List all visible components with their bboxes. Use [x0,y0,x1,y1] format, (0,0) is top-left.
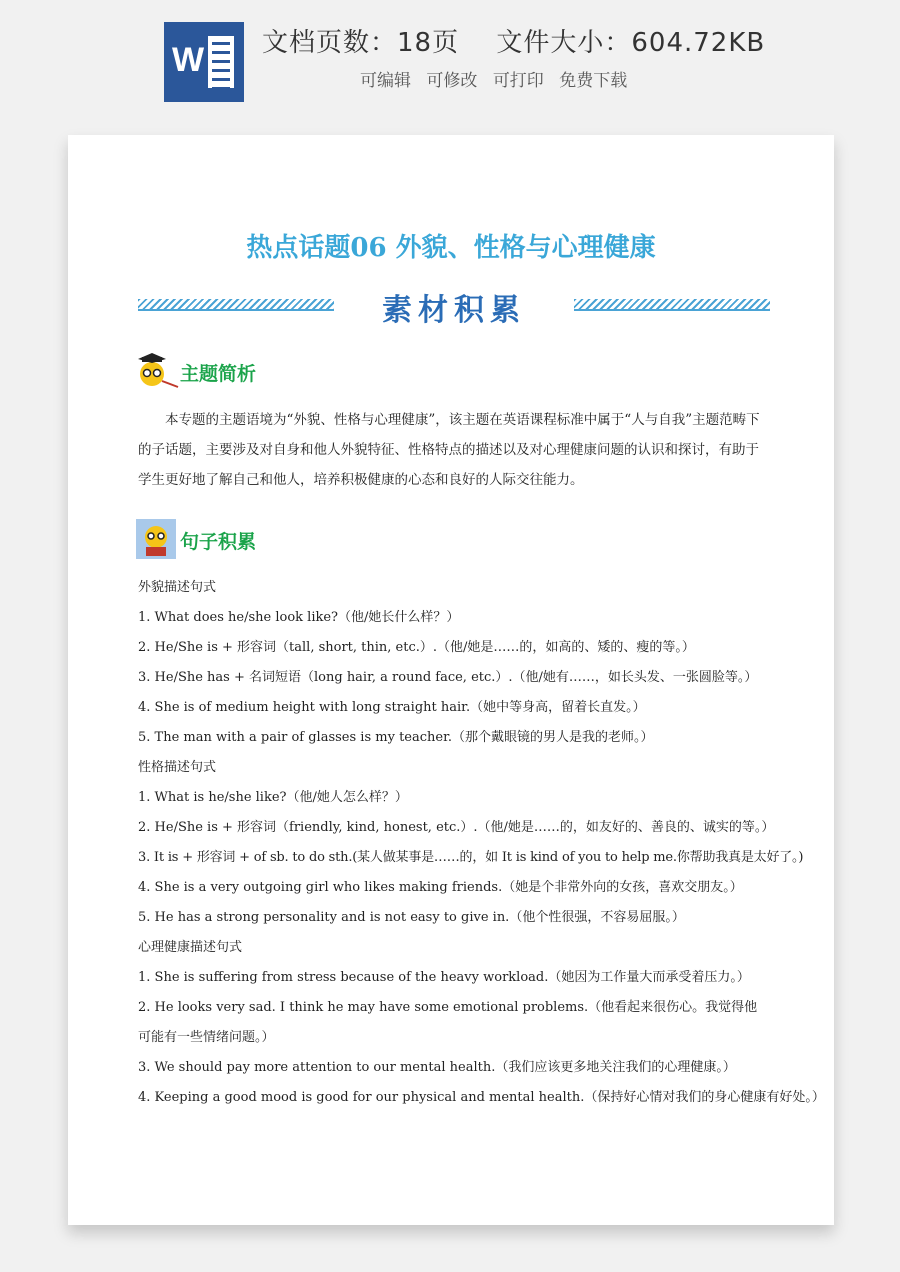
subheading-mental-health: 心理健康描述句式 [138,940,243,955]
sentence-line: 4. She is of medium height with long straight hair.（她中等身高，留着长直发。） [138,700,646,715]
sentence-line: 2. He/She is + 形容词（friendly, kind, honest, etc.）.（他/她是……的，如友好的、善良的、诚实的等。） [138,820,775,835]
feature-modifiable: 可修改 [426,71,478,91]
file-size: 文件大小：604.72KB [496,28,766,58]
section-title-analysis: 主题简析 [180,363,257,385]
page-count: 文档页数：18页 [262,28,460,58]
sentence-line: 4. She is a very outgoing girl who likes making friends.（她是个非常外向的女孩，喜欢交朋友。） [138,880,743,895]
sentence-line: 5. He has a strong personality and is not easy to give in.（他个性很强，不容易屈服。） [138,910,685,925]
section-title-sentences: 句子积累 [180,531,257,553]
feature-list [360,66,637,91]
sentence-line: 3. It is + 形容词 + of sb. to do sth.(某人做某事是……的，如 It is kind of you to help me.你帮助我真是太好了。) [138,850,804,865]
subheading-personality: 性格描述句式 [138,760,217,775]
sentence-line: 5. The man with a pair of glasses is my teacher.（那个戴眼镜的男人是我的老师。） [138,730,654,745]
feature-editable: 可编辑 [360,71,411,91]
download-header [0,0,900,130]
sentence-line: 1. What does he/she look like?（他/她长什么样？） [138,610,460,625]
scholar-mascot-icon [136,351,180,391]
word-icon-letter: W [172,41,205,79]
sentence-line: 3. He/She has + 名词短语（long hair, a round face, etc.）.（他/她有……，如长头发、一张圆脸等。） [138,670,758,685]
sentence-line: 1. She is suffering from stress because of the heavy workload.（她因为工作量大而承受着压力。） [138,970,750,985]
banner-title: 素材积累 [382,293,526,328]
sentence-line: 4. Keeping a good mood is good for our physical and mental health.（保持好心情对我们的身心健康有好处。） [138,1090,825,1105]
sentence-line: 2. He/She is + 形容词（tall, short, thin, etc.）.（他/她是……的，如高的、矮的、瘦的等。） [138,640,695,655]
intro-paragraph: 本专题的主题语境为“外貌、性格与心理健康”，该主题在英语课程标准中属于“人与自我”主题范畴下的子话题，主要涉及对自身和他人外貌特征、性格特点的描述以及对心理健康问题的认识和探讨，有助于学生更好地了解自己和他人，培养积极健康的心态和良好的人际交往能力。 [138,412,760,488]
section-banner [138,285,770,331]
word-document-icon [164,22,244,102]
word-icon-lines [208,36,234,88]
sentence-line: 2. He looks very sad. I think he may have some emotional problems.（他看起来很伤心。我觉得他可能有一些情绪问题。） [138,1000,758,1045]
subheading-appearance: 外貌描述句式 [138,580,217,595]
feature-free-download: 免费下载 [559,71,628,91]
book-mascot-icon [136,519,180,559]
file-info [262,22,793,59]
sentence-line: 1. What is he/she like?（他/她人怎么样？） [138,790,408,805]
sentence-list [138,573,825,1113]
document-page [68,135,834,1225]
feature-printable: 可打印 [492,71,544,91]
document-title: 热点话题06 外貌、性格与心理健康 [246,233,656,263]
sentence-line: 3. We should pay more attention to our mental health.（我们应该更多地关注我们的心理健康。） [138,1060,736,1075]
